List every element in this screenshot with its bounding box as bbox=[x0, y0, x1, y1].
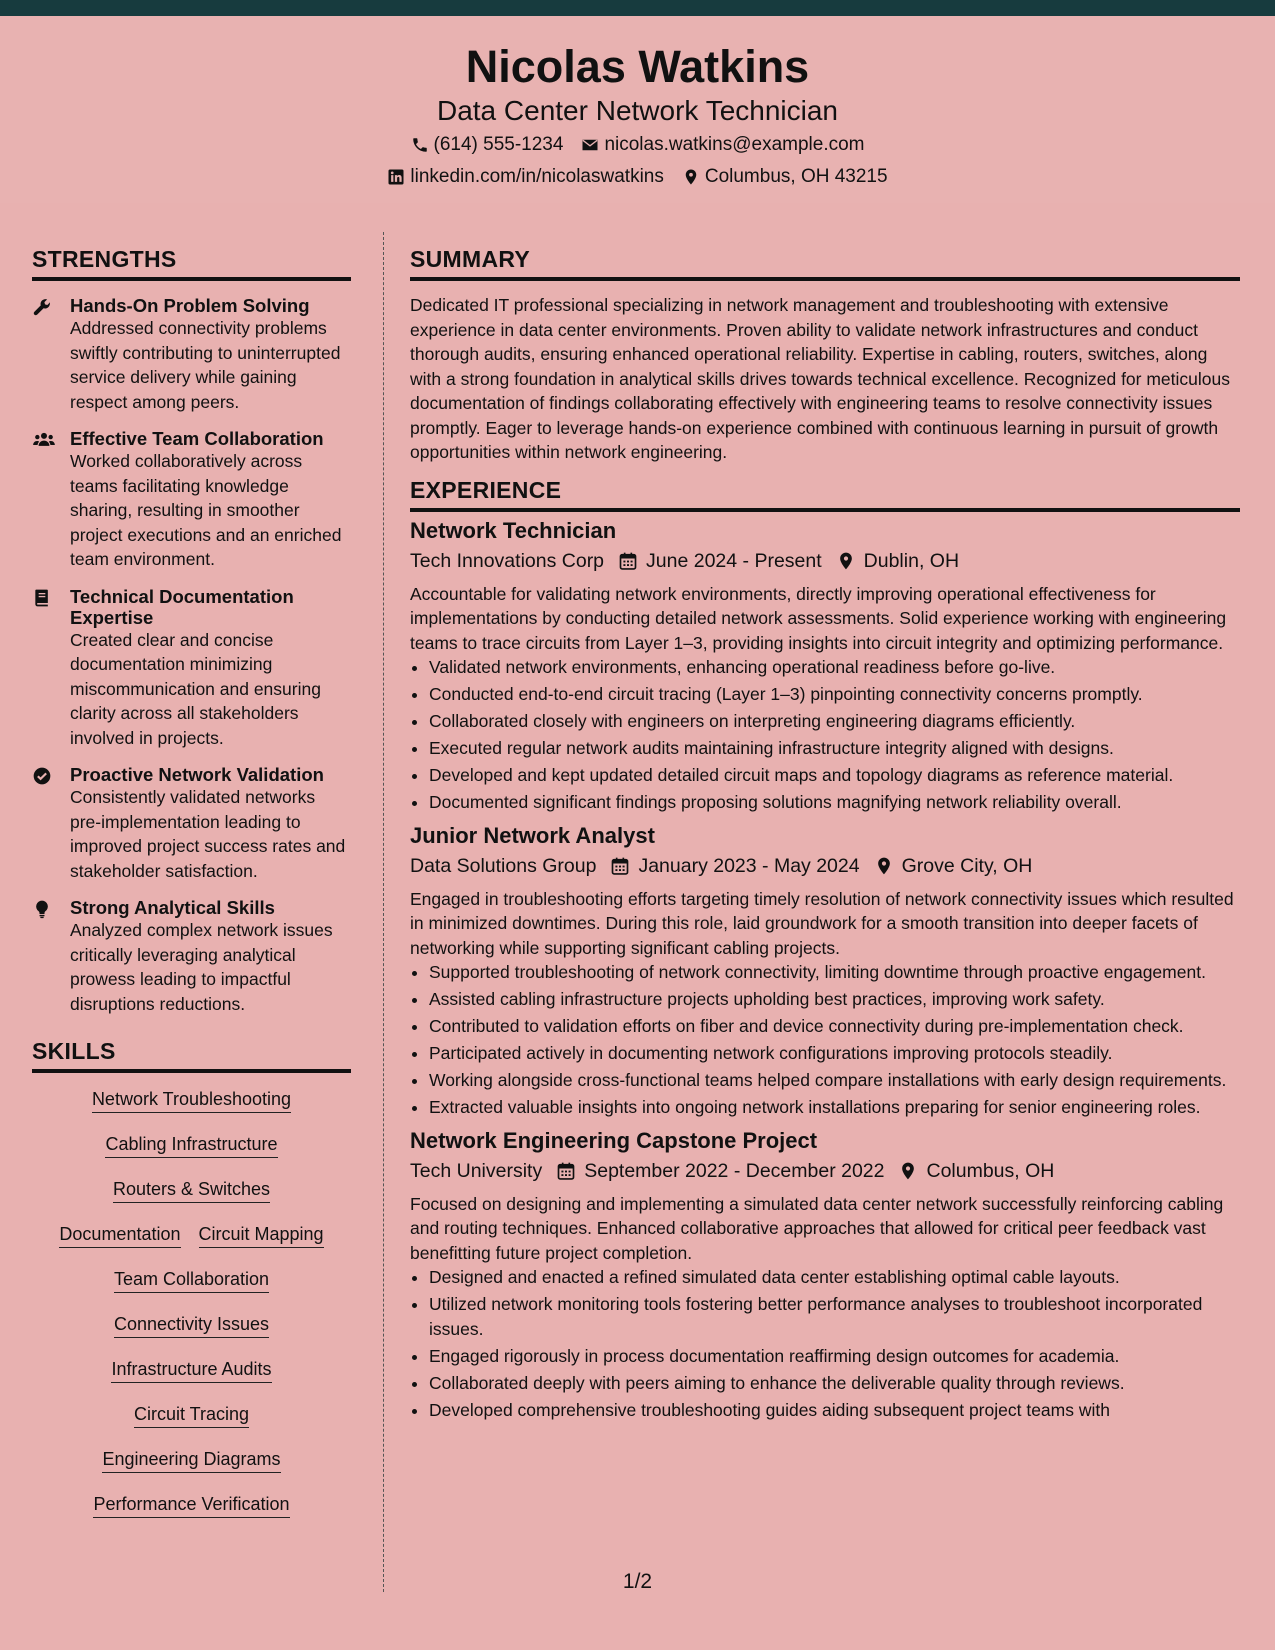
bullet-item: • Developed comprehensive troubleshooting guides aiding subsequent project teams with bbox=[429, 1398, 1240, 1423]
strength-desc: Worked collaboratively across teams facilitating knowledge sharing, resulting in smoother project executions and an enriched team environment. bbox=[70, 451, 342, 569]
bullet-item: • Collaborated closely with engineers on interpreting engineering diagrams efficiently. bbox=[429, 709, 1240, 734]
job-dates: June 2024 - Present bbox=[646, 549, 822, 572]
job-description: Focused on designing and implementing a simulated data center network successfully reinforcing cabling and routing techniques. Enhanced collaborative approaches that allowed for critical peer feedback vast benefitting future project completion. bbox=[410, 1193, 1224, 1263]
skill-tag: Engineering Diagrams bbox=[102, 1445, 280, 1473]
job-company: Tech Innovations Corp bbox=[410, 549, 605, 572]
users-icon bbox=[32, 430, 56, 450]
job-dates: September 2022 - December 2022 bbox=[584, 1159, 885, 1182]
job-description: Engaged in troubleshooting efforts targeting timely resolution of network connectivity issues which resulted in minimized downtimes. During this role, laid groundwork for a smooth transition into deeper facets of networking while supporting significant cabling projects. bbox=[410, 888, 1234, 958]
bullet-item: • Executed regular network audits maintaining infrastructure integrity aligned with designs. bbox=[429, 736, 1240, 761]
column-divider bbox=[383, 232, 384, 1592]
resume-header bbox=[0, 16, 1275, 203]
summary-heading: SUMMARY bbox=[410, 246, 1240, 281]
book-icon bbox=[32, 588, 52, 608]
strength-title: Hands-On Problem Solving bbox=[70, 295, 310, 316]
skill-tag: Infrastructure Audits bbox=[111, 1355, 271, 1383]
right-column bbox=[410, 246, 1240, 1430]
bullet-item: • Documented significant findings proposing solutions magnifying network reliability overall. bbox=[429, 790, 1240, 815]
strength-desc: Consistently validated networks pre-implementation leading to improved project success rates and stakeholder satisfaction. bbox=[70, 787, 346, 881]
job-entry bbox=[410, 518, 1240, 815]
bullet-item: • Validated network environments, enhancing operational readiness before go-live. bbox=[429, 655, 1240, 680]
bullet-item: • Extracted valuable insights into ongoing network installations preparing for senior engineering roles. bbox=[429, 1095, 1240, 1120]
strength-item bbox=[32, 428, 351, 572]
job-title: Network Technician bbox=[410, 517, 617, 543]
skill-row bbox=[32, 1490, 351, 1535]
job-company: Data Solutions Group bbox=[410, 854, 597, 877]
email-item[interactable] bbox=[581, 134, 864, 156]
candidate-title: Data Center Network Technician bbox=[436, 95, 838, 126]
candidate-name: Nicolas Watkins bbox=[465, 41, 810, 92]
skill-tag: Network Troubleshooting bbox=[92, 1085, 291, 1113]
check-circle-icon bbox=[32, 766, 52, 786]
skill-row bbox=[32, 1085, 351, 1130]
email-text[interactable]: nicolas.watkins@example.com bbox=[604, 134, 865, 155]
job-company: Tech University bbox=[410, 1159, 543, 1182]
strength-item bbox=[32, 295, 351, 414]
skill-row bbox=[32, 1310, 351, 1355]
strength-desc: Addressed connectivity problems swiftly contributing to uninterrupted service delivery while gaining respect among peers. bbox=[70, 318, 341, 412]
strength-desc: Created clear and concise documentation minimizing miscommunication and ensuring clarity across all stakeholders involved in projects. bbox=[70, 629, 321, 748]
map-pin-icon bbox=[874, 856, 894, 876]
skills-heading: SKILLS bbox=[32, 1038, 351, 1073]
location-item bbox=[682, 166, 888, 188]
contact-row-1 bbox=[0, 134, 1275, 156]
strengths-heading: STRENGTHS bbox=[32, 246, 351, 281]
linkedin-item[interactable] bbox=[387, 166, 663, 188]
skills-list bbox=[32, 1085, 351, 1535]
job-location: Grove City, OH bbox=[901, 854, 1033, 877]
job-dates: January 2023 - May 2024 bbox=[638, 854, 860, 877]
skill-tag: Documentation bbox=[59, 1220, 180, 1248]
skill-row bbox=[32, 1355, 351, 1400]
linkedin-icon bbox=[387, 168, 405, 186]
job-location: Dublin, OH bbox=[863, 549, 960, 572]
phone-text: (614) 555-1234 bbox=[433, 134, 564, 155]
skill-tag: Routers & Switches bbox=[113, 1175, 270, 1203]
contact-row-2 bbox=[0, 166, 1275, 188]
phone-item bbox=[411, 134, 564, 156]
envelope-icon bbox=[581, 136, 599, 154]
skill-row bbox=[32, 1220, 351, 1265]
job-location: Columbus, OH bbox=[926, 1159, 1055, 1182]
strength-title: Technical Documentation Expertise bbox=[70, 585, 294, 628]
skill-tag: Performance Verification bbox=[93, 1490, 289, 1518]
lightbulb-icon bbox=[32, 899, 52, 919]
job-title: Junior Network Analyst bbox=[410, 822, 655, 848]
map-pin-icon bbox=[836, 551, 856, 571]
skill-row bbox=[32, 1175, 351, 1220]
location-text: Columbus, OH 43215 bbox=[704, 166, 888, 187]
left-column bbox=[32, 246, 351, 1535]
bullet-item: • Utilized network monitoring tools fostering better performance analyses to troubleshoot incorporated issues. bbox=[429, 1292, 1240, 1341]
bullet-item: • Supported troubleshooting of network connectivity, limiting downtime through proactive engagement. bbox=[429, 960, 1240, 985]
calendar-icon bbox=[610, 856, 630, 876]
job-bullets bbox=[410, 1265, 1240, 1422]
job-entry bbox=[410, 823, 1240, 1120]
experience-heading: EXPERIENCE bbox=[410, 477, 1240, 512]
strength-title: Effective Team Collaboration bbox=[70, 428, 324, 449]
skill-row bbox=[32, 1400, 351, 1445]
strength-item bbox=[32, 764, 351, 883]
strength-item bbox=[32, 897, 351, 1016]
bullet-item: • Participated actively in documenting network configurations improving protocols steadily. bbox=[429, 1041, 1240, 1066]
job-meta bbox=[410, 546, 1240, 576]
linkedin-text[interactable]: linkedin.com/in/nicolaswatkins bbox=[410, 166, 664, 187]
page-number: 1/2 bbox=[622, 1570, 653, 1593]
calendar-icon bbox=[618, 551, 638, 571]
job-meta bbox=[410, 1156, 1240, 1186]
strength-title: Proactive Network Validation bbox=[70, 764, 324, 785]
bullet-item: • Contributed to validation efforts on fiber and device connectivity during pre-implementation check. bbox=[429, 1014, 1240, 1039]
bullet-item: • Conducted end-to-end circuit tracing (Layer 1–3) pinpointing connectivity concerns promptly. bbox=[429, 682, 1240, 707]
job-entry bbox=[410, 1128, 1240, 1423]
strength-item bbox=[32, 586, 351, 751]
skill-tag: Circuit Tracing bbox=[134, 1400, 249, 1428]
bullet-item: • Working alongside cross-functional teams helped compare installations with early design requirements. bbox=[429, 1068, 1240, 1093]
bullet-item: • Designed and enacted a refined simulated data center establishing optimal cable layouts. bbox=[429, 1265, 1240, 1290]
job-bullets bbox=[410, 655, 1240, 815]
wrench-icon bbox=[32, 297, 52, 317]
job-description: Accountable for validating network environments, directly improving operational effectiveness for implementations by conducting detailed network assessments. Solid experience working with engineering teams to trace circuits from Layer 1–3, providing insights into circuit integrity and optimizing performance. bbox=[410, 583, 1227, 653]
bullet-item: • Collaborated deeply with peers aiming to enhance the deliverable quality through reviews. bbox=[429, 1371, 1240, 1396]
strength-desc: Analyzed complex network issues critically leveraging analytical prowess leading to impactful disruptions reductions. bbox=[70, 920, 333, 1014]
skill-tag: Circuit Mapping bbox=[199, 1220, 324, 1248]
skill-row bbox=[32, 1445, 351, 1490]
summary-text: Dedicated IT professional specializing in network management and troubleshooting with extensive experience in data center environments. Proven ability to validate network infrastructures and conduct thorough audits, ensuring enhanced operational reliability. Expertise in cabling, routers, switches, along with a strong foundation in analytical skills drives towards technical excellence. Recognized for meticulous documentation of findings collaborating effectively with engineering teams to resolve connectivity issues promptly. Eager to leverage hands-on experience combined with continuous learning in pursuit of growth opportunities within network engineering. bbox=[410, 295, 1230, 462]
strength-title: Strong Analytical Skills bbox=[70, 897, 275, 918]
bullet-item: • Assisted cabling infrastructure projects upholding best practices, improving work safety. bbox=[429, 987, 1240, 1012]
map-pin-icon bbox=[898, 1161, 918, 1181]
bullet-item: • Developed and kept updated detailed circuit maps and topology diagrams as reference material. bbox=[429, 763, 1240, 788]
skill-tag: Team Collaboration bbox=[114, 1265, 269, 1293]
job-meta bbox=[410, 851, 1240, 881]
calendar-icon bbox=[556, 1161, 576, 1181]
map-pin-icon bbox=[682, 168, 700, 186]
job-title: Network Engineering Capstone Project bbox=[410, 1127, 818, 1153]
bullet-item: • Engaged rigorously in process documentation reaffirming design outcomes for academia. bbox=[429, 1344, 1240, 1369]
skill-row bbox=[32, 1130, 351, 1175]
skill-tag: Connectivity Issues bbox=[114, 1310, 269, 1338]
skill-row bbox=[32, 1265, 351, 1310]
skill-tag: Cabling Infrastructure bbox=[105, 1130, 277, 1158]
phone-icon bbox=[411, 136, 429, 154]
top-accent-bar bbox=[0, 0, 1275, 16]
job-bullets bbox=[410, 960, 1240, 1120]
